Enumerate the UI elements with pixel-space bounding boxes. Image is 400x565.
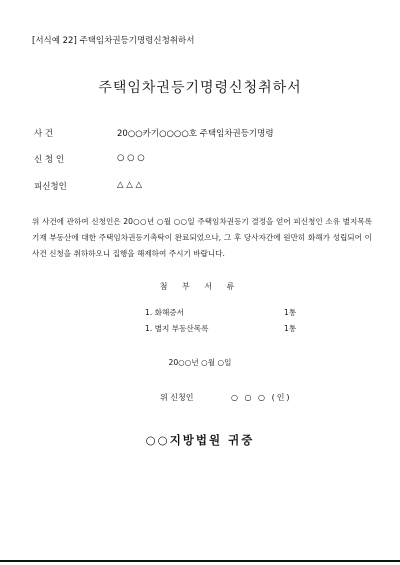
bottom-rule	[0, 560, 400, 562]
document-title: 주택임차권등기명령신청취하서	[98, 80, 302, 96]
respondent-label: 피신청인	[34, 182, 67, 192]
case-label: 사 건	[34, 129, 54, 139]
attachment-item-qty: 1통	[284, 308, 297, 317]
attachment-item-qty: 1통	[284, 324, 297, 333]
respondent-value: △ △ △	[117, 180, 143, 190]
case-value: 20○○카기○○○○호 주택임차권등기명령	[117, 129, 274, 139]
attachment-item-name: 1. 화해증서	[145, 308, 185, 317]
attachments-heading: 첨 부 서 류	[159, 282, 241, 291]
form-number: [서식예 22] 주택임차권등기명령신청취하서	[32, 36, 195, 46]
signer-label: 위 신청인	[160, 393, 194, 402]
signer-name: ○ ○ ○ (인)	[231, 393, 292, 402]
applicant-label: 신 청 인	[34, 155, 65, 165]
filing-date: 20○○년 ○월 ○일	[168, 358, 232, 367]
body-paragraph: 위 사건에 관하여 신청인은 20○○년 ○월 ○○일 주택임차권등기 결정을 얻어 피신청인 소유 별지목록기재 부동산에 대한 주택임차권등기촉탁이 완료되었으나, 그 후 당사자간에 원만히 화해가 성립되어 이 사건 신청을 취하하오니 집행을 해제하여 주시기 바랍니다.	[32, 217, 372, 258]
court-addressee: ○○지방법원 귀중	[145, 433, 255, 447]
attachment-item-name: 1. 별지 부동산목록	[145, 324, 209, 333]
applicant-value: ○ ○ ○	[117, 153, 145, 163]
